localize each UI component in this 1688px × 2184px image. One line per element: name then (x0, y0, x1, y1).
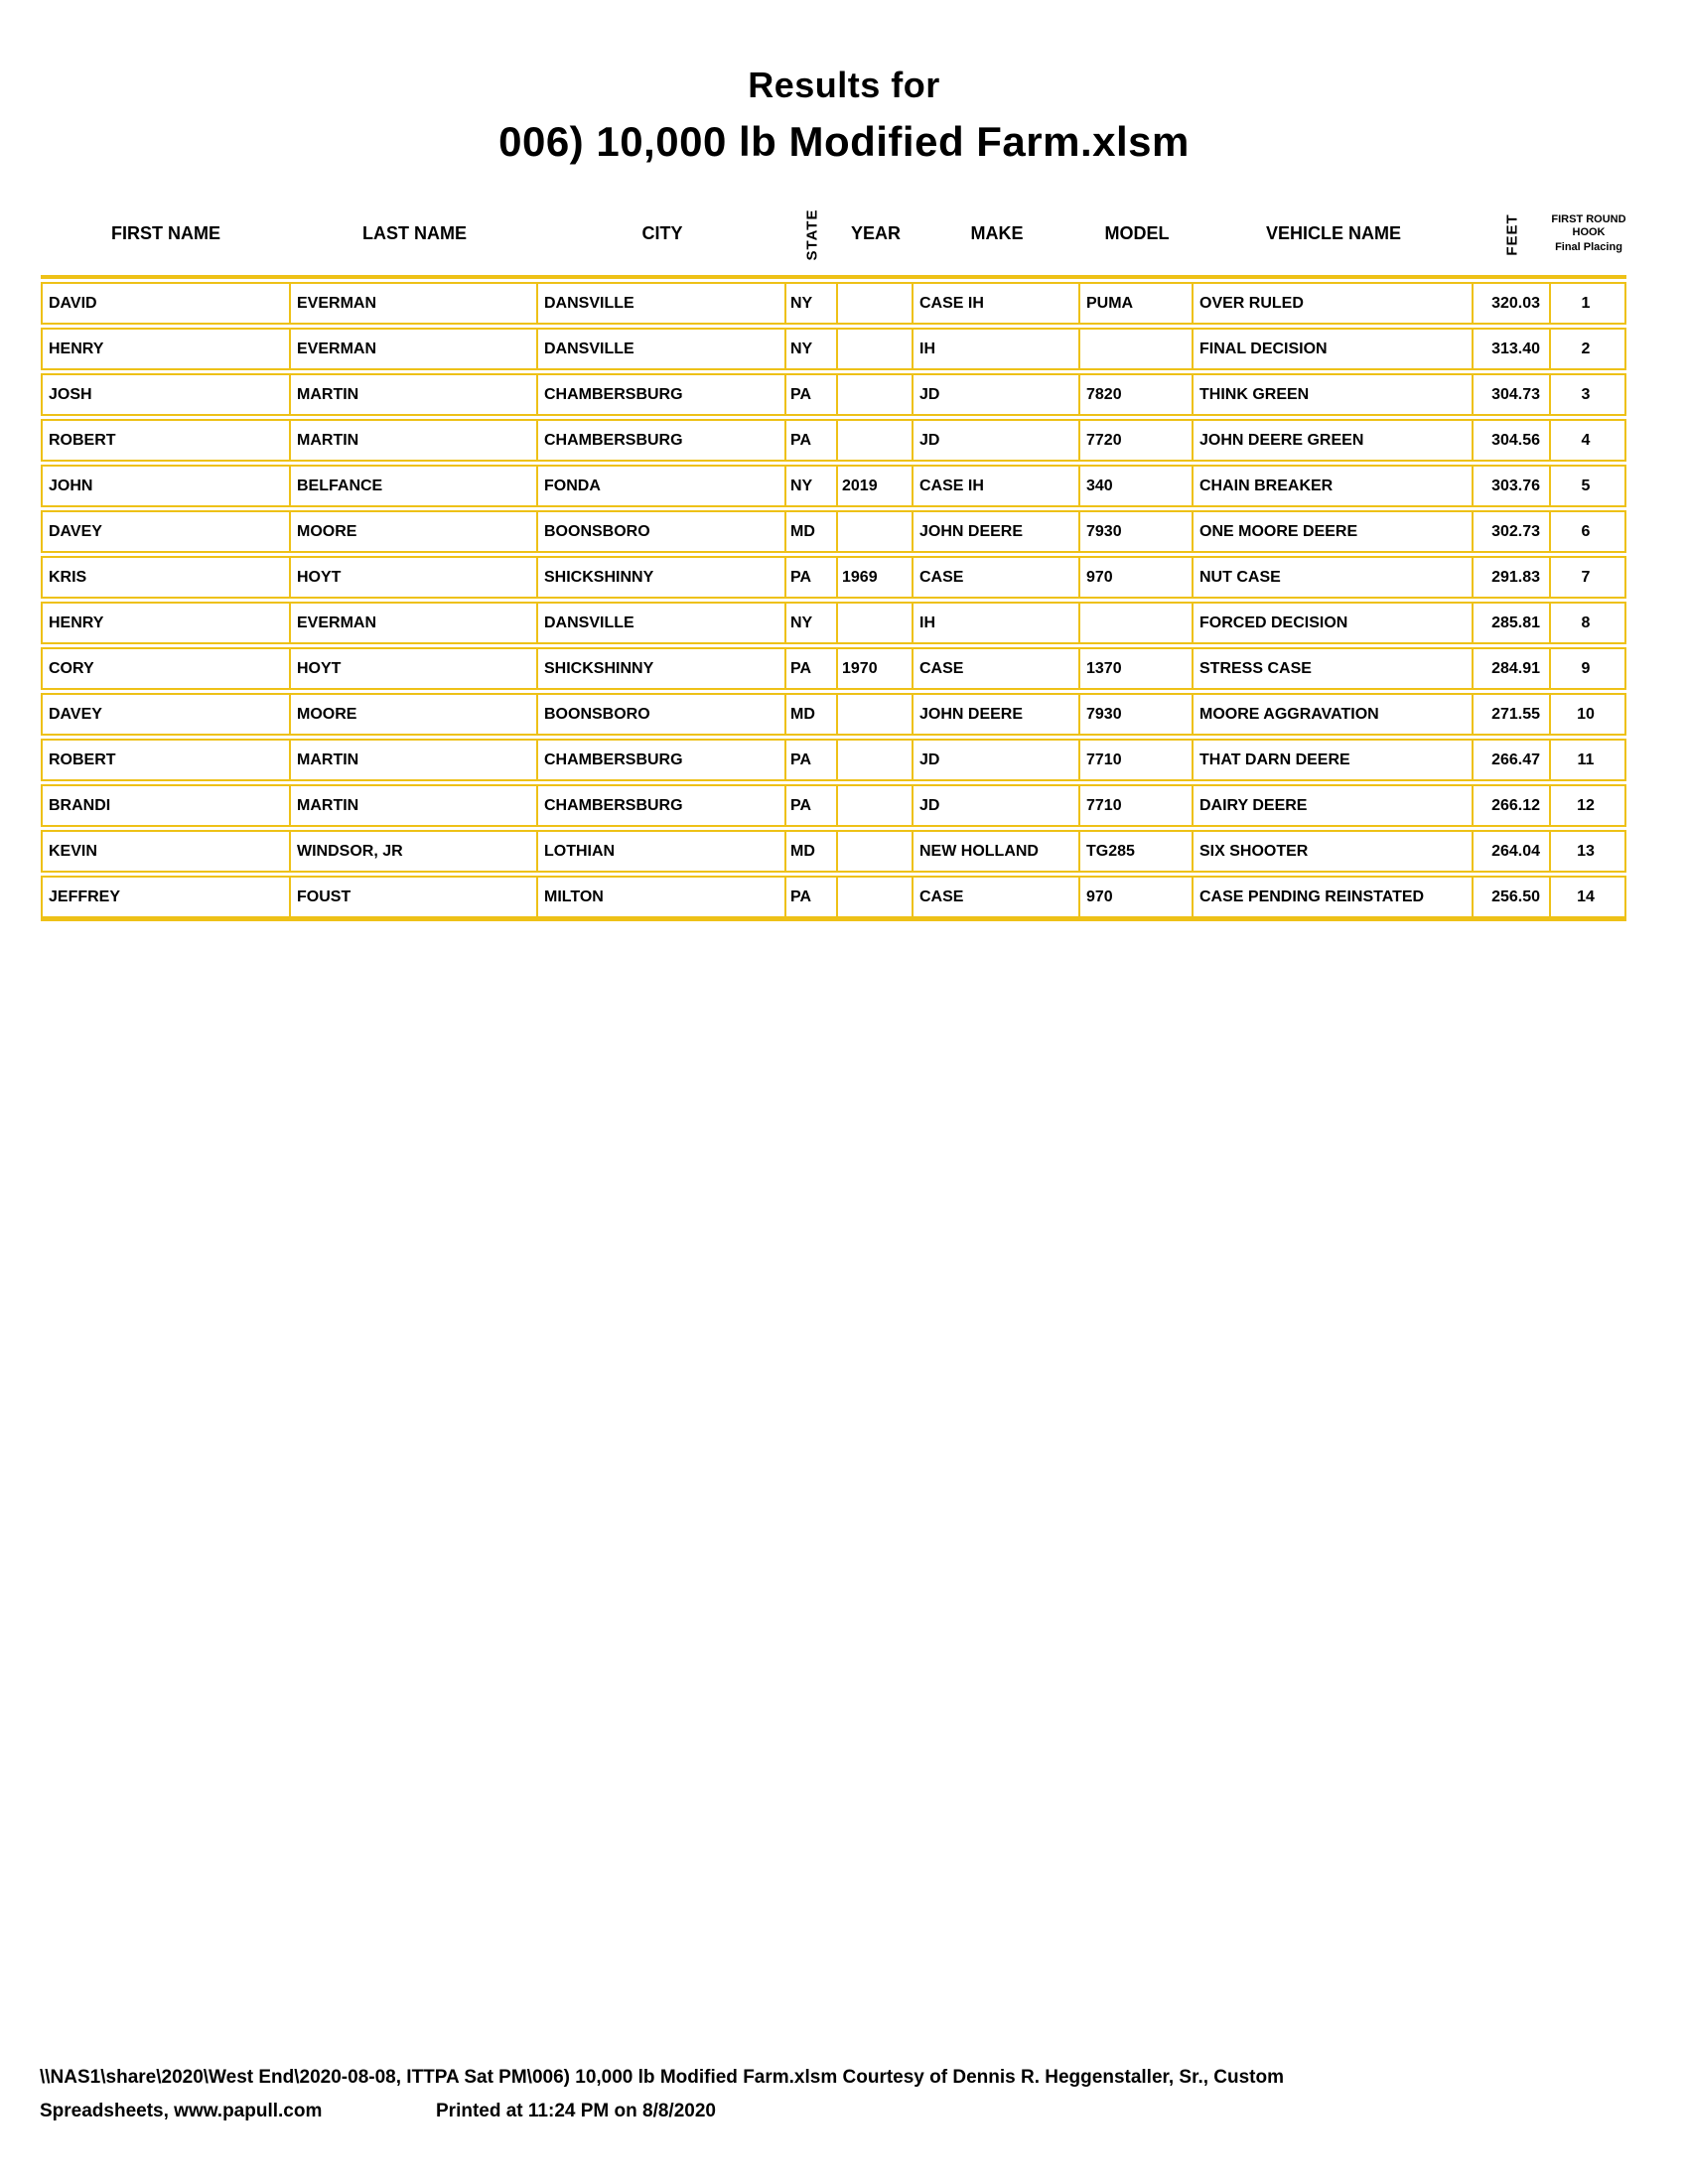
table-row (41, 373, 1626, 416)
cell-feet: 285.81 (1474, 602, 1551, 644)
cell-feet: 256.50 (1474, 876, 1551, 921)
cell-year (838, 510, 914, 553)
cell-model: 970 (1080, 556, 1194, 599)
cell-vehicle-name: NUT CASE (1194, 556, 1474, 599)
cell-make: JD (914, 373, 1080, 416)
cell-placing: 13 (1551, 830, 1626, 873)
cell-placing: 12 (1551, 784, 1626, 827)
cell-state: MD (786, 693, 838, 736)
cell-state: PA (786, 739, 838, 781)
cell-vehicle-name: CASE PENDING REINSTATED (1194, 876, 1474, 921)
cell-last-name: MOORE (291, 693, 538, 736)
col-header-vehicle-name: VEHICLE NAME (1194, 192, 1474, 279)
cell-placing: 4 (1551, 419, 1626, 462)
footer-line-2 (40, 2095, 1658, 2128)
cell-make: CASE IH (914, 465, 1080, 507)
cell-model: 970 (1080, 876, 1194, 921)
table-row (41, 693, 1626, 736)
cell-state: NY (786, 602, 838, 644)
cell-feet: 303.76 (1474, 465, 1551, 507)
cell-feet: 266.12 (1474, 784, 1551, 827)
col-header-first-name: FIRST NAME (41, 192, 291, 279)
cell-year (838, 282, 914, 325)
table-row (41, 465, 1626, 507)
cell-feet: 320.03 (1474, 282, 1551, 325)
footer-line-1: \\NAS1\share\2020\West End\2020-08-08, ITTPA Sat PM\006) 10,000 lb Modified Farm.xlsm Courtesy of Dennis R. Heggenstaller, Sr., Custom (40, 2067, 1285, 2088)
cell-city: CHAMBERSBURG (538, 419, 786, 462)
cell-feet: 304.73 (1474, 373, 1551, 416)
cell-make: IH (914, 602, 1080, 644)
cell-year (838, 784, 914, 827)
cell-last-name: MARTIN (291, 419, 538, 462)
cell-year: 1969 (838, 556, 914, 599)
col-header-make: MAKE (914, 192, 1080, 279)
cell-first-name: KRIS (41, 556, 291, 599)
cell-placing: 10 (1551, 693, 1626, 736)
cell-city: BOONSBORO (538, 693, 786, 736)
footer-line-2-left: Spreadsheets, www.papull.com (40, 2101, 323, 2121)
cell-state: NY (786, 328, 838, 370)
cell-year (838, 602, 914, 644)
cell-feet: 302.73 (1474, 510, 1551, 553)
feet-rotated-label: FEET (1503, 212, 1521, 256)
cell-state: MD (786, 830, 838, 873)
cell-make: NEW HOLLAND (914, 830, 1080, 873)
cell-first-name: JOHN (41, 465, 291, 507)
cell-first-name: CORY (41, 647, 291, 690)
cell-last-name: EVERMAN (291, 282, 538, 325)
cell-year: 1970 (838, 647, 914, 690)
table-row (41, 602, 1626, 644)
cell-state: PA (786, 784, 838, 827)
cell-state: NY (786, 282, 838, 325)
cell-first-name: KEVIN (41, 830, 291, 873)
cell-model: 7930 (1080, 510, 1194, 553)
col-header-placing (1551, 192, 1626, 279)
cell-first-name: BRANDI (41, 784, 291, 827)
cell-model (1080, 602, 1194, 644)
cell-year (838, 739, 914, 781)
cell-make: CASE IH (914, 282, 1080, 325)
cell-vehicle-name: THINK GREEN (1194, 373, 1474, 416)
page-title (0, 66, 1688, 165)
cell-year: 2019 (838, 465, 914, 507)
cell-vehicle-name: STRESS CASE (1194, 647, 1474, 690)
cell-vehicle-name: JOHN DEERE GREEN (1194, 419, 1474, 462)
cell-feet: 264.04 (1474, 830, 1551, 873)
title-line-2: 006) 10,000 lb Modified Farm.xlsm (498, 118, 1190, 165)
cell-city: CHAMBERSBURG (538, 784, 786, 827)
cell-city: CHAMBERSBURG (538, 739, 786, 781)
cell-make: JD (914, 419, 1080, 462)
table-row (41, 647, 1626, 690)
cell-placing: 7 (1551, 556, 1626, 599)
cell-vehicle-name: FINAL DECISION (1194, 328, 1474, 370)
table-row (41, 784, 1626, 827)
cell-model: PUMA (1080, 282, 1194, 325)
cell-last-name: EVERMAN (291, 328, 538, 370)
col-header-city: CITY (538, 192, 786, 279)
cell-last-name: EVERMAN (291, 602, 538, 644)
cell-first-name: JOSH (41, 373, 291, 416)
col-header-last-name: LAST NAME (291, 192, 538, 279)
table-row (41, 830, 1626, 873)
cell-feet: 284.91 (1474, 647, 1551, 690)
cell-model: 7720 (1080, 419, 1194, 462)
cell-make: JD (914, 784, 1080, 827)
cell-feet: 271.55 (1474, 693, 1551, 736)
cell-vehicle-name: FORCED DECISION (1194, 602, 1474, 644)
cell-city: DANSVILLE (538, 602, 786, 644)
cell-model: 7710 (1080, 739, 1194, 781)
cell-make: JD (914, 739, 1080, 781)
cell-state: PA (786, 647, 838, 690)
cell-state: NY (786, 465, 838, 507)
footer-printed-at: Printed at 11:24 PM on 8/8/2020 (436, 2101, 716, 2121)
cell-city: SHICKSHINNY (538, 647, 786, 690)
cell-model: 7930 (1080, 693, 1194, 736)
cell-first-name: ROBERT (41, 739, 291, 781)
table-row (41, 510, 1626, 553)
col-header-feet (1474, 192, 1551, 279)
cell-feet: 266.47 (1474, 739, 1551, 781)
table-row (41, 876, 1626, 921)
cell-first-name: ROBERT (41, 419, 291, 462)
cell-last-name: FOUST (291, 876, 538, 921)
cell-placing: 8 (1551, 602, 1626, 644)
cell-last-name: MOORE (291, 510, 538, 553)
cell-last-name: BELFANCE (291, 465, 538, 507)
cell-placing: 5 (1551, 465, 1626, 507)
cell-vehicle-name: ONE MOORE DEERE (1194, 510, 1474, 553)
cell-first-name: DAVEY (41, 510, 291, 553)
cell-first-name: DAVEY (41, 693, 291, 736)
header-row (41, 192, 1626, 279)
table-row (41, 739, 1626, 781)
cell-vehicle-name: OVER RULED (1194, 282, 1474, 325)
cell-last-name: HOYT (291, 556, 538, 599)
cell-placing: 14 (1551, 876, 1626, 921)
cell-state: PA (786, 419, 838, 462)
cell-model: 1370 (1080, 647, 1194, 690)
title-line-1: Results for (748, 65, 940, 105)
cell-model: 7710 (1080, 784, 1194, 827)
cell-make: IH (914, 328, 1080, 370)
cell-placing: 3 (1551, 373, 1626, 416)
cell-vehicle-name: THAT DARN DEERE (1194, 739, 1474, 781)
cell-vehicle-name: SIX SHOOTER (1194, 830, 1474, 873)
col-header-state (786, 192, 838, 279)
cell-city: SHICKSHINNY (538, 556, 786, 599)
table-row (41, 419, 1626, 462)
cell-year (838, 373, 914, 416)
cell-city: BOONSBORO (538, 510, 786, 553)
cell-first-name: HENRY (41, 328, 291, 370)
cell-vehicle-name: DAIRY DEERE (1194, 784, 1474, 827)
cell-vehicle-name: CHAIN BREAKER (1194, 465, 1474, 507)
cell-vehicle-name: MOORE AGGRAVATION (1194, 693, 1474, 736)
cell-city: LOTHIAN (538, 830, 786, 873)
cell-placing: 2 (1551, 328, 1626, 370)
cell-placing: 1 (1551, 282, 1626, 325)
cell-make: JOHN DEERE (914, 693, 1080, 736)
footer (40, 2061, 1658, 2128)
cell-model (1080, 328, 1194, 370)
col-header-model: MODEL (1080, 192, 1194, 279)
cell-city: MILTON (538, 876, 786, 921)
cell-placing: 9 (1551, 647, 1626, 690)
cell-year (838, 693, 914, 736)
cell-model: 7820 (1080, 373, 1194, 416)
table-row (41, 556, 1626, 599)
cell-first-name: DAVID (41, 282, 291, 325)
cell-feet: 304.56 (1474, 419, 1551, 462)
cell-last-name: MARTIN (291, 373, 538, 416)
cell-city: CHAMBERSBURG (538, 373, 786, 416)
cell-feet: 291.83 (1474, 556, 1551, 599)
cell-first-name: HENRY (41, 602, 291, 644)
cell-last-name: WINDSOR, JR (291, 830, 538, 873)
cell-year (838, 876, 914, 921)
cell-make: CASE (914, 876, 1080, 921)
cell-city: DANSVILLE (538, 328, 786, 370)
placing-header-line-2: HOOK (1572, 225, 1606, 238)
cell-city: FONDA (538, 465, 786, 507)
cell-state: MD (786, 510, 838, 553)
placing-header-line-3: Final Placing (1555, 240, 1622, 253)
cell-model: TG285 (1080, 830, 1194, 873)
cell-last-name: HOYT (291, 647, 538, 690)
cell-make: CASE (914, 647, 1080, 690)
cell-year (838, 830, 914, 873)
cell-feet: 313.40 (1474, 328, 1551, 370)
cell-state: PA (786, 876, 838, 921)
col-header-year: YEAR (838, 192, 914, 279)
cell-year (838, 419, 914, 462)
cell-first-name: JEFFREY (41, 876, 291, 921)
cell-model: 340 (1080, 465, 1194, 507)
cell-placing: 11 (1551, 739, 1626, 781)
cell-last-name: MARTIN (291, 739, 538, 781)
table-row (41, 328, 1626, 370)
cell-placing: 6 (1551, 510, 1626, 553)
cell-make: JOHN DEERE (914, 510, 1080, 553)
cell-state: PA (786, 556, 838, 599)
cell-state: PA (786, 373, 838, 416)
cell-year (838, 328, 914, 370)
table-body (41, 282, 1626, 921)
state-rotated-label: STATE (803, 208, 821, 260)
results-table (41, 189, 1626, 924)
cell-make: CASE (914, 556, 1080, 599)
cell-last-name: MARTIN (291, 784, 538, 827)
placing-header-line-1: FIRST ROUND (1551, 212, 1626, 225)
table-row (41, 282, 1626, 325)
cell-city: DANSVILLE (538, 282, 786, 325)
